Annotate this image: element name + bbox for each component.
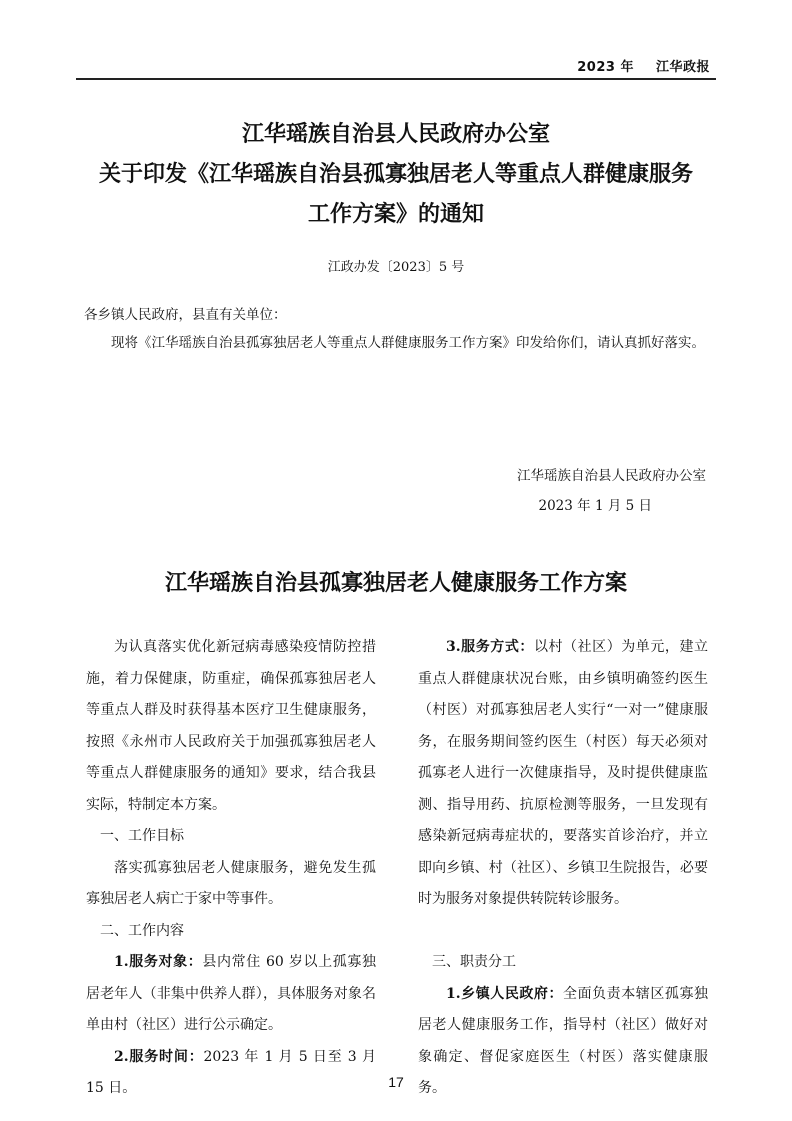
item-text: 2023 年 1 月 5 日至 3 月 15 日。 xyxy=(86,1048,376,1096)
plan-intro: 为认真落实优化新冠病毒感染疫情防控措施，着力保健康，防重症，确保孤寡独居老人等重点人群及时获得基本医疗卫生健康服务，按照《永州市人民政府关于加强孤寡独居老人等重点人群健康服务的通知》要求，结合我县实际，特制定本方案。 xyxy=(86,639,376,813)
item-label: 2.服务时间： xyxy=(114,1048,204,1065)
page-header xyxy=(76,56,716,80)
document-number: 江政办发〔2023〕5 号 xyxy=(327,260,465,275)
item-service-time xyxy=(86,1042,376,1105)
title-line-3: 工作方案》的通知 xyxy=(307,201,484,227)
item-label: 1.服务对象： xyxy=(114,954,203,970)
signature-org: 江华瑶族自治县人民政府办公室 xyxy=(517,468,706,484)
notice-title xyxy=(60,114,732,234)
left-column xyxy=(86,632,376,1105)
item-text: 县内常住 60 岁以上孤寡独居老年人（非集中供养人群），具体服务对象名单由村（社区）进行公示确定。 xyxy=(86,954,377,1033)
header-text xyxy=(577,56,710,75)
item-service-method xyxy=(418,632,708,916)
signature-date: 2023 年 1 月 5 日 xyxy=(538,498,652,514)
addressee: 各乡镇人民政府，县直有关单位： xyxy=(84,307,287,323)
item-text: 以村（社区）为单元，建立重点人群健康状况台账，由乡镇明确签约医生（村医）对孤寡独居老人实行“一对一”健康服务，在服务期间签约医生（村医）每天必须对孤寡老人进行一次健康指导，及时提供健康监测、指导用药、抗原检测等服务，一旦发现有感染新冠病毒症状的，要落实首诊治疗，并立即向乡镇、村（社区）、乡镇卫生院报告，必要时为服务对象提供转院转诊服务。 xyxy=(418,639,709,907)
section-heading-goals: 一、工作目标 xyxy=(100,828,184,844)
item-service-target xyxy=(86,947,376,1042)
title-line-1: 江华瑶族自治县人民政府办公室 xyxy=(241,121,550,147)
goal-paragraph: 落实孤寡独居老人健康服务，避免发生孤寡独居老人病亡于家中等事件。 xyxy=(86,859,376,907)
header-year: 2023 年 xyxy=(577,60,634,75)
page-number: 17 xyxy=(388,1074,404,1090)
spacer xyxy=(418,916,708,948)
item-label: 3.服务方式： xyxy=(446,639,534,655)
item-label: 1.乡镇人民政府： xyxy=(446,985,564,1002)
section-heading-content: 二、工作内容 xyxy=(100,922,184,939)
title-line-2: 关于印发《江华瑶族自治县孤寡独居老人等重点人群健康服务 xyxy=(98,161,693,187)
notice-body: 现将《江华瑶族自治县孤寡独居老人等重点人群健康服务工作方案》印发给你们，请认真抓好落实。 xyxy=(111,335,705,351)
header-publication: 江华政报 xyxy=(655,60,710,75)
section-heading-duties: 三、职责分工 xyxy=(432,954,516,970)
right-column xyxy=(418,632,708,1105)
item-text: 全面负责本辖区孤寡独居老人健康服务工作，指导村（社区）做好对象确定、督促家庭医生（村医）落实健康服务。 xyxy=(418,985,708,1096)
plan-title: 江华瑶族自治县孤寡独居老人健康服务工作方案 xyxy=(164,570,627,596)
